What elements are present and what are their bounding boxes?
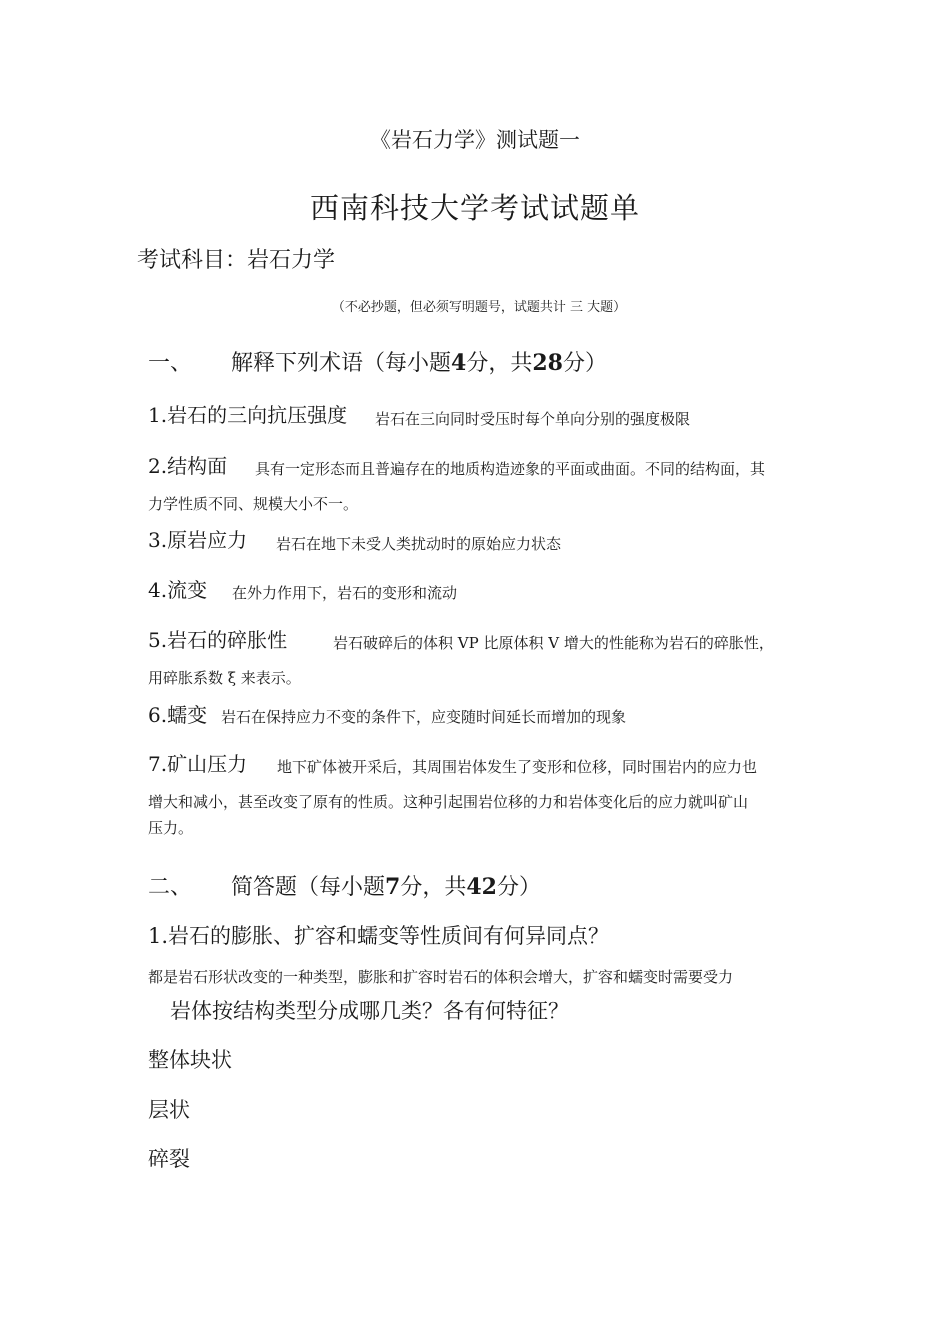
section2-number: 二、 xyxy=(148,875,193,900)
term-7-definition-cont: 增大和减小，甚至改变了原有的性质。这种引起围岩位移的力和岩体变化后的应力就叫矿山 xyxy=(148,793,749,811)
term-7-definition-cont2: 压力。 xyxy=(148,819,194,837)
section1-title: 解释下列术语（每小题4分，共28分） xyxy=(231,350,607,376)
term-6: 6.蠕变 xyxy=(148,703,208,727)
exam-note: （不必抄题，但必须写明题号，试题共计 三 大题） xyxy=(331,300,627,315)
term-5-definition: 岩石破碎后的体积 VP 比原体积 V 增大的性能称为岩石的碎胀性， xyxy=(333,634,774,652)
rock-type-item-3: 碎裂 xyxy=(148,1147,190,1171)
answer-1: 都是岩石形状改变的一种类型，膨胀和扩容时岩石的体积会增大，扩容和蠕变时需要受力 xyxy=(148,968,734,986)
term-3: 3.原岩应力 xyxy=(148,528,248,552)
section2-title: 简答题（每小题7分，共42分） xyxy=(231,874,541,900)
exam-subject: 考试科目：岩石力学 xyxy=(137,248,336,273)
term-5-definition-cont: 用碎胀系数 ξ 来表示。 xyxy=(148,669,301,687)
term-2-definition-cont: 力学性质不同、规模大小不一。 xyxy=(148,495,359,513)
term-4: 4.流变 xyxy=(148,578,208,602)
main-title: 西南科技大学考试试题单 xyxy=(309,191,640,225)
term-1: 1.岩石的三向抗压强度 xyxy=(148,403,348,427)
term-6-definition: 岩石在保持应力不变的条件下，应变随时间延长而增加的现象 xyxy=(221,708,627,726)
question-2: 岩体按结构类型分成哪几类？各有何特征？ xyxy=(170,999,569,1023)
term-4-definition: 在外力作用下，岩石的变形和流动 xyxy=(232,584,458,602)
term-2: 2.结构面 xyxy=(148,454,228,478)
term-3-definition: 岩石在地下未受人类扰动时的原始应力状态 xyxy=(276,535,562,553)
term-7: 7.矿山压力 xyxy=(148,752,248,776)
question-1: 1.岩石的膨胀、扩容和蠕变等性质间有何异同点？ xyxy=(148,924,610,948)
term-5: 5.岩石的碎胀性 xyxy=(148,628,288,652)
rock-type-item-2: 层状 xyxy=(148,1098,190,1122)
top-title: 《岩石力学》测试题一 xyxy=(370,128,580,152)
term-1-definition: 岩石在三向同时受压时每个单向分别的强度极限 xyxy=(375,410,691,428)
term-7-definition: 地下矿体被开采后，其周围岩体发生了变形和位移，同时围岩内的应力也 xyxy=(277,758,758,776)
rock-type-item-1: 整体块状 xyxy=(148,1048,232,1072)
term-2-definition: 具有一定形态而且普遍存在的地质构造迹象的平面或曲面。不同的结构面，其 xyxy=(255,460,766,478)
section1-number: 一、 xyxy=(148,351,193,376)
